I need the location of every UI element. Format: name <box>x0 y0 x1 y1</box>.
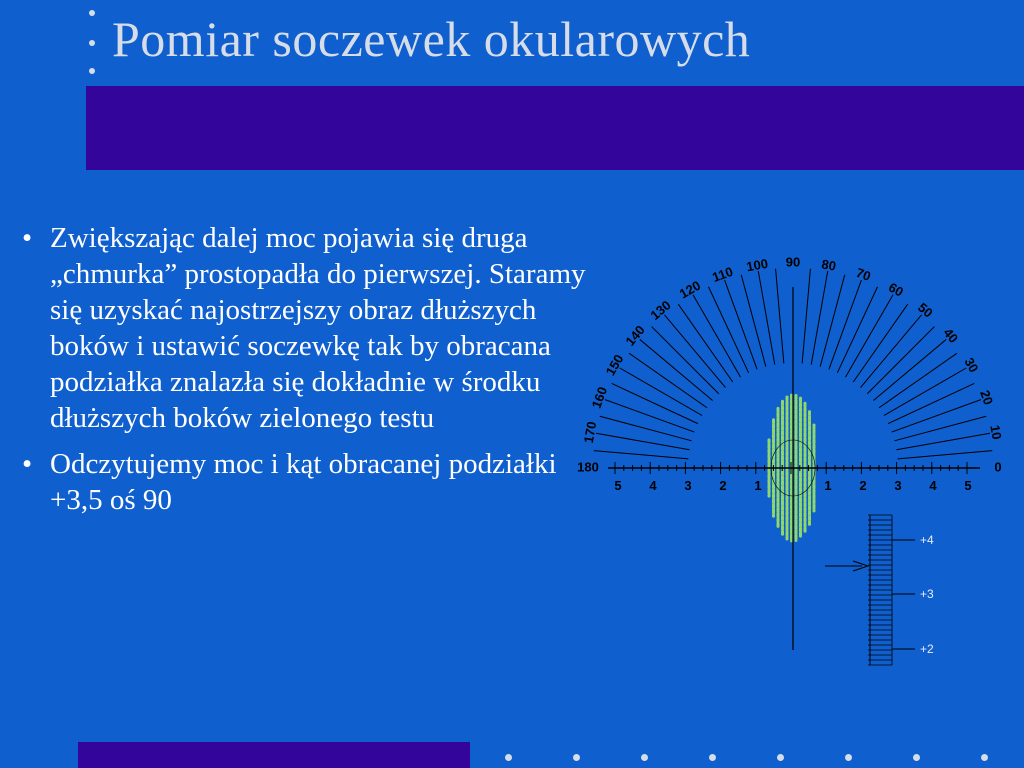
scale-label-left: 3 <box>684 478 692 493</box>
protractor-tick <box>898 451 993 459</box>
angle-label: 0 <box>994 459 1002 475</box>
decorative-dot <box>777 754 784 761</box>
bullet-item: • Odczytujemy moc i kąt obracanej podziałki +3,5 oś 90 <box>22 446 597 518</box>
protractor-tick <box>652 327 719 394</box>
protractor-tick <box>860 315 921 388</box>
protractor-tick <box>896 433 990 449</box>
decorative-dot <box>709 754 716 761</box>
angle-label: 30 <box>961 354 982 375</box>
decorative-dot <box>573 754 580 761</box>
protractor-tick <box>867 327 934 394</box>
scale-label-right: 5 <box>964 478 972 493</box>
angle-label: 10 <box>987 423 1005 441</box>
protractor-tick <box>894 416 986 441</box>
slide-title: Pomiar soczewek okularowych <box>112 11 751 67</box>
angle-label: 100 <box>745 255 770 275</box>
protractor-tick <box>820 275 845 367</box>
angle-label: 140 <box>622 322 648 349</box>
protractor-tick <box>596 433 690 449</box>
angle-label: 90 <box>785 254 801 270</box>
protractor-tick <box>640 339 713 400</box>
protractor-tick <box>758 271 774 365</box>
protractor-tick <box>664 315 725 388</box>
scale-label-left: 2 <box>719 478 727 493</box>
bullet-list <box>22 220 597 528</box>
angle-label: 130 <box>647 297 674 323</box>
bullet-item: • Zwiększając dalej moc pojawia się druga „chmurka” prostopadła do pierwszej. Staramy się uzyskać najostrzejszy obraz dłuższych boków i ustawić soczewkę tak by obracana podziałka znalazła się dokładnie w środku dłuższych boków zielonego testu <box>22 220 597 436</box>
power-label: +3 <box>920 587 934 601</box>
scale-label-left: 1 <box>754 478 762 493</box>
protractor-tick <box>741 275 766 367</box>
scale-label-right: 4 <box>929 478 937 493</box>
angle-label: 180 <box>577 459 599 475</box>
angle-label: 110 <box>710 263 735 286</box>
angle-label: 20 <box>977 388 997 407</box>
angle-label: 150 <box>602 351 627 379</box>
decorative-dot <box>981 754 988 761</box>
protractor-tick <box>776 269 784 364</box>
angle-label: 70 <box>854 264 873 284</box>
scale-label-right: 1 <box>824 478 832 493</box>
decorative-dots-bottom <box>505 754 1024 764</box>
decorative-dot <box>505 754 512 761</box>
scale-label-right: 2 <box>859 478 867 493</box>
angle-label: 80 <box>820 256 838 274</box>
decorative-dot <box>845 754 852 761</box>
angle-label: 40 <box>940 325 962 346</box>
angle-label: 160 <box>588 384 611 411</box>
angle-label: 170 <box>580 420 600 445</box>
protractor-tick <box>811 271 827 365</box>
decorative-dot <box>641 754 648 761</box>
protractor-tick <box>802 269 810 364</box>
scale-label-left: 4 <box>649 478 657 493</box>
lensmeter-reticle <box>570 245 1020 675</box>
decorative-dots-left <box>89 10 97 80</box>
angle-label: 50 <box>915 299 936 321</box>
scale-label-right: 3 <box>894 478 902 493</box>
power-label: +2 <box>920 642 934 656</box>
power-label: +4 <box>920 533 934 547</box>
decorative-dot <box>913 754 920 761</box>
angle-label: 120 <box>676 277 704 302</box>
bottom-accent-bar <box>78 742 470 768</box>
angle-label: 60 <box>886 279 907 300</box>
protractor-tick <box>600 416 692 441</box>
lensmeter-reticle-figure <box>570 245 1020 675</box>
protractor-tick <box>594 451 689 459</box>
title-accent-bar <box>86 86 1024 170</box>
protractor-tick <box>873 339 946 400</box>
scale-label-left: 5 <box>614 478 622 493</box>
